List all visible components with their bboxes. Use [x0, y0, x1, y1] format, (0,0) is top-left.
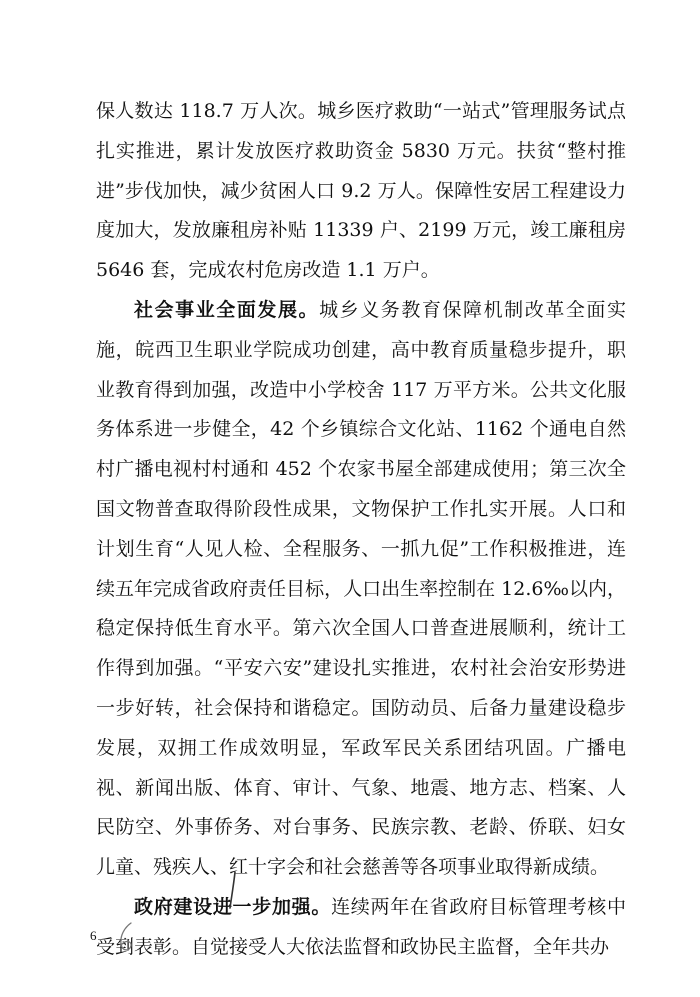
- paragraph-text: 城乡义务教育保障机制改革全面实施，皖西卫生职业学院成功创建，高中教育质量稳步提升，职业教育得到加强，改造中小学校舍 117 万平方米。公共文化服务体系进一步健全，42 个乡镇综合文化站、1162 个通电自然村广播电视村村通和 452 个农家书屋全部建成使用；第三次全国文物普查取得阶段性成果，文物保护工作扎实开展。人口和计划生育“人见人检、全程服务、一抓九促”工作积极推进，连续五年完成省政府责任目标，人口出生率控制在 12.6‰以内，稳定保持低生育水平。第六次全国人口普查进展顺利，统计工作得到加强。“平安六安”建设扎实推进，农村社会治安形势进一步好转，社会保持和谐稳定。国防动员、后备力量建设稳步发展，双拥工作成效明显，军政军民关系团结巩固。广播电视、新闻出版、体育、审计、气象、地震、地方志、档案、人民防空、外事侨务、对台事务、民族宗教、老龄、侨联、妇女儿童、残疾人、红十字会和社会慈善等各项事业取得新成绩。: [96, 298, 626, 879]
- body-text: [96, 92, 626, 968]
- paragraph-lead: 政府建设进一步加强。: [134, 895, 332, 918]
- paragraph-social-undertakings: [96, 291, 626, 888]
- paragraph-text: 连续两年在省政府目标管理考核中受到表彰。自觉接受人大依法监督和政协民主监督，全年共办: [96, 895, 626, 958]
- paragraph-government-building: [96, 888, 626, 968]
- paragraph-text: 保人数达 118.7 万人次。城乡医疗救助“一站式”管理服务试点扎实推进，累计发放医疗救助资金 5830 万元。扶贫“整村推进”步伐加快，减少贫困人口 9.2 万人。保障性安居工程建设力度加大，发放廉租房补贴 11339 户、2199 万元，竣工廉租房 5646 套，完成农村危房改造 1.1 万户。: [96, 100, 626, 282]
- page-number: 6: [90, 928, 97, 943]
- handwritten-annotation-mark: [115, 920, 137, 954]
- paragraph-social-security: [96, 92, 626, 291]
- pen-stroke-mark: [226, 870, 240, 910]
- paragraph-lead: 社会事业全面发展。: [134, 298, 320, 321]
